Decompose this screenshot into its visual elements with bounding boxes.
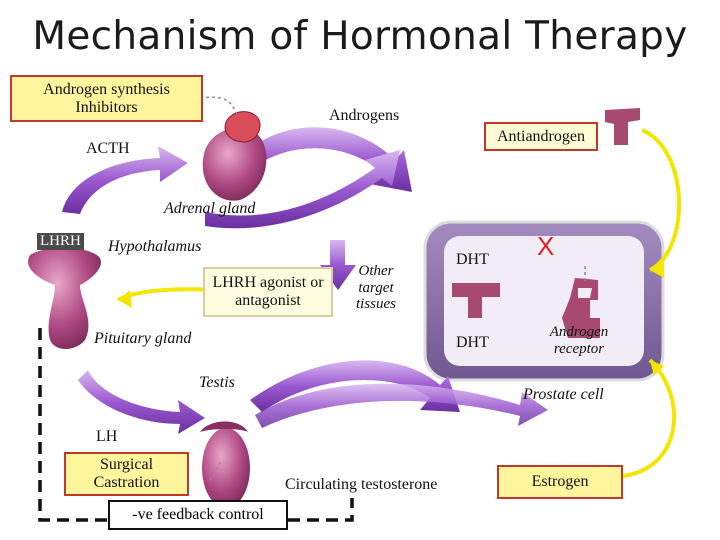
other-target-tissues-label: Other target tissues <box>355 263 396 312</box>
antiandrogen-molecule <box>605 108 640 145</box>
androgen-receptor-label: Androgen receptor <box>549 324 609 358</box>
adrenal-gland-label: Adrenal gland <box>164 200 256 217</box>
lh-label: LH <box>96 428 118 445</box>
testis-organ <box>200 422 250 509</box>
lhrh-agonist-label: LHRH agonist or antagonist <box>212 274 324 310</box>
page-title: Mechanism of Hormonal Therapy <box>32 14 688 59</box>
surgical-castration-label: Surgical Castration <box>93 456 160 492</box>
circulating-testosterone-label: Circulating testosterone <box>285 476 438 493</box>
dht-top-label: DHT <box>456 251 489 268</box>
feedback-label: -ve feedback control <box>132 506 264 523</box>
pituitary-gland-label: Pituitary gland <box>94 330 192 347</box>
androgen-synthesis-inhibitors-label: Androgen synthesis Inhibitors <box>43 81 170 117</box>
surgical-castration-box <box>64 452 189 496</box>
androgens-label: Androgens <box>329 107 400 124</box>
antiandrogen-box <box>484 122 598 151</box>
estrogen-label: Estrogen <box>531 473 589 490</box>
lhrh-label: LHRH <box>37 233 84 250</box>
lhrh-agonist-box <box>203 267 333 317</box>
testis-label: Testis <box>199 374 235 391</box>
block-mark: X <box>537 231 555 261</box>
acth-label: ACTH <box>86 140 130 157</box>
dht-bottom-label: DHT <box>456 334 489 351</box>
prostate-cell-label: Prostate cell <box>523 386 604 403</box>
androgen-synthesis-inhibitors-box <box>10 75 203 122</box>
antiandrogen-label: Antiandrogen <box>497 128 585 145</box>
feedback-box <box>108 500 288 530</box>
hypothalamus-label: Hypothalamus <box>108 238 202 255</box>
adrenal-gland-organ <box>203 112 267 201</box>
lh-arrow <box>78 370 205 434</box>
estrogen-box <box>497 465 623 499</box>
